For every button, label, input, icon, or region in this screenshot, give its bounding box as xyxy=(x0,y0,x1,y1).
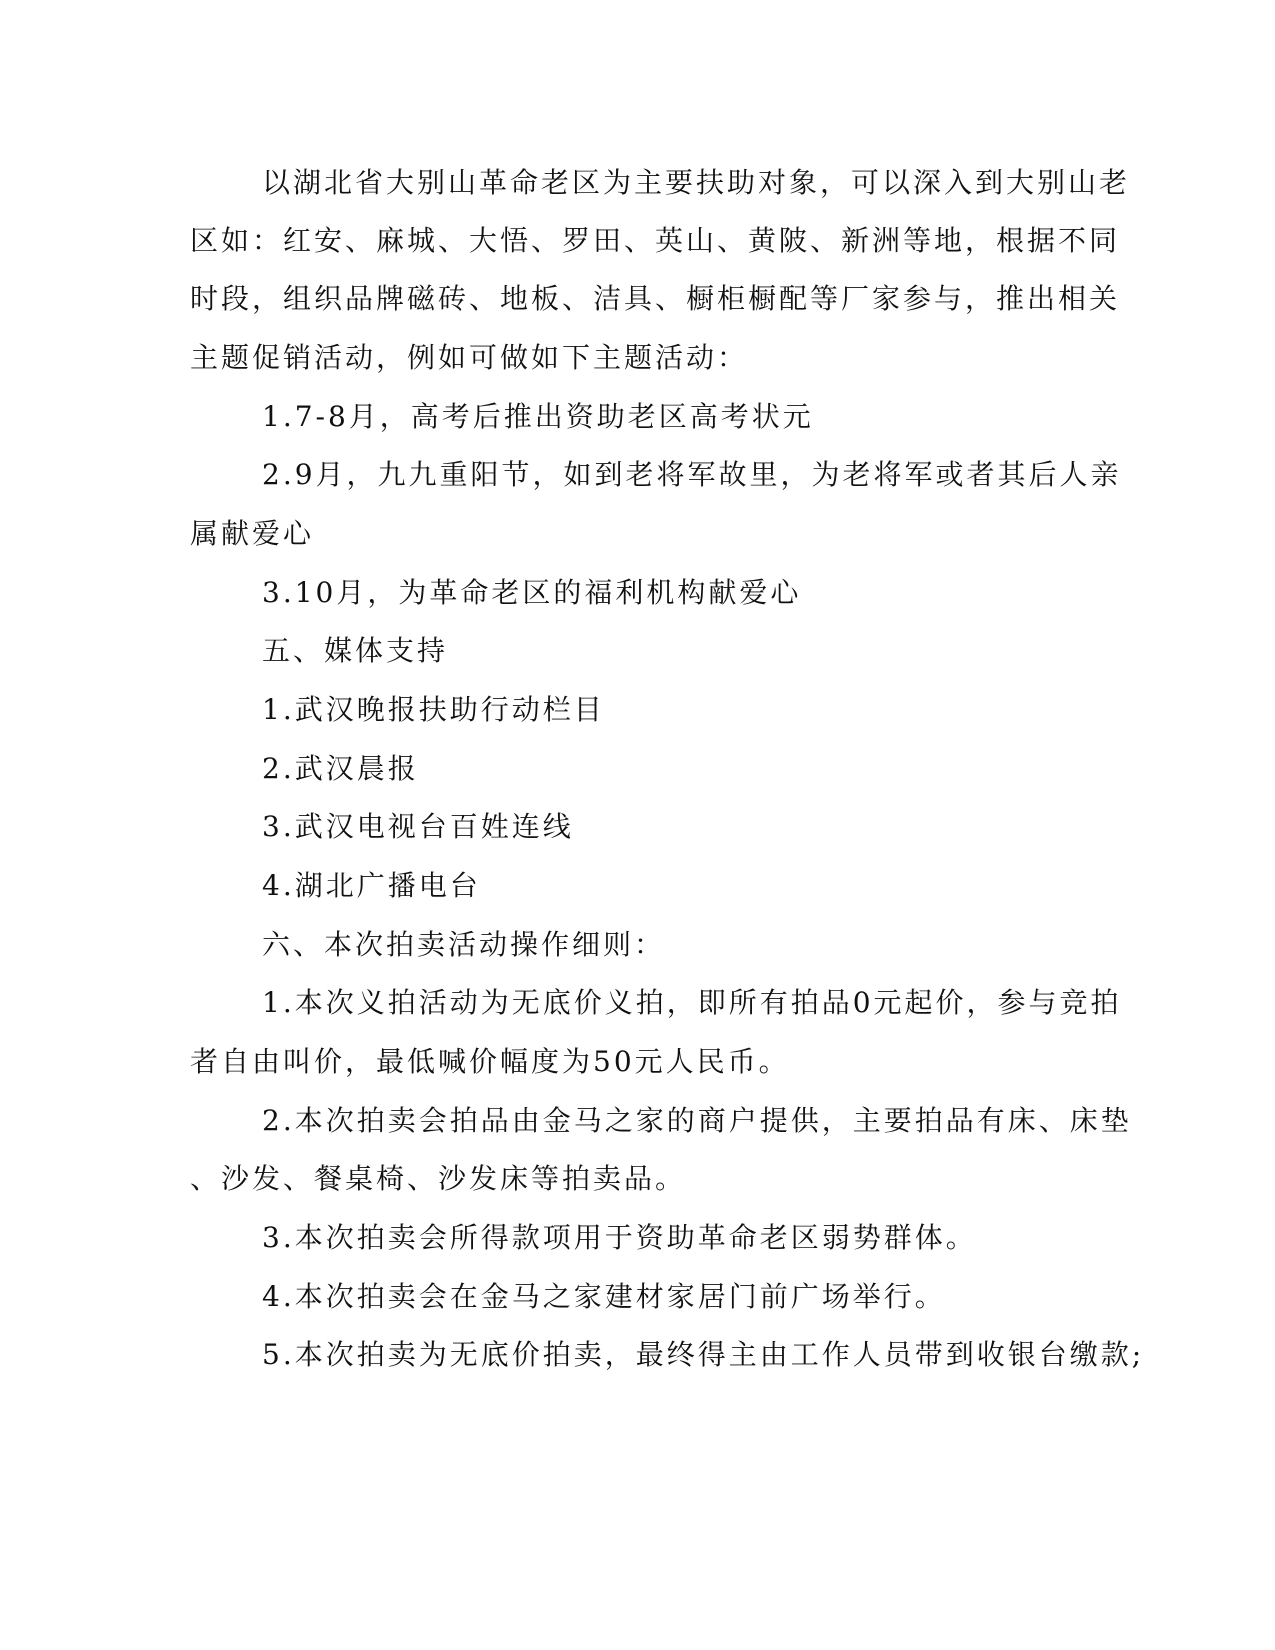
list-item: 2.本次拍卖会拍品由金马之家的商户提供，主要拍品有床、床垫 xyxy=(262,1104,1132,1137)
paragraph-line: 属献爱心 xyxy=(190,517,315,550)
paragraph-line: 区如：红安、麻城、大悟、罗田、英山、黄陂、新洲等地，根据不同 xyxy=(190,224,1121,257)
list-item: 5.本次拍卖为无底价拍卖，最终得主由工作人员带到收银台缴款; xyxy=(262,1338,1145,1371)
list-item: 4.本次拍卖会在金马之家建材家居门前广场举行。 xyxy=(262,1280,946,1313)
list-item: 1.武汉晚报扶助行动栏目 xyxy=(262,693,605,726)
list-item: 1.本次义拍活动为无底价义拍，即所有拍品0元起价，参与竞拍 xyxy=(262,986,1122,1019)
paragraph-line: 主题促销活动，例如可做如下主题活动： xyxy=(190,341,749,374)
section-heading: 六、本次拍卖活动操作细则： xyxy=(262,928,666,961)
paragraph-line: 、沙发、餐桌椅、沙发床等拍卖品。 xyxy=(190,1162,687,1195)
list-item: 4.湖北广播电台 xyxy=(262,869,481,902)
paragraph-line: 者自由叫价，最低喊价幅度为50元人民币。 xyxy=(190,1045,790,1078)
list-item: 3.10月，为革命老区的福利机构献爱心 xyxy=(262,576,802,609)
paragraph-line: 时段，组织品牌磁砖、地板、洁具、橱柜橱配等厂家参与，推出相关 xyxy=(190,282,1121,315)
list-item: 2.武汉晨报 xyxy=(262,752,419,785)
list-item: 3.武汉电视台百姓连线 xyxy=(262,810,574,843)
section-heading: 五、媒体支持 xyxy=(262,634,449,667)
list-item: 2.9月，九九重阳节，如到老将军故里，为老将军或者其后人亲 xyxy=(262,458,1122,491)
list-item: 3.本次拍卖会所得款项用于资助革命老区弱势群体。 xyxy=(262,1221,977,1254)
paragraph-line: 以湖北省大别山革命老区为主要扶助对象，可以深入到大别山老 xyxy=(262,166,1131,199)
list-item: 1.7-8月，高考后推出资助老区高考状元 xyxy=(262,400,814,433)
